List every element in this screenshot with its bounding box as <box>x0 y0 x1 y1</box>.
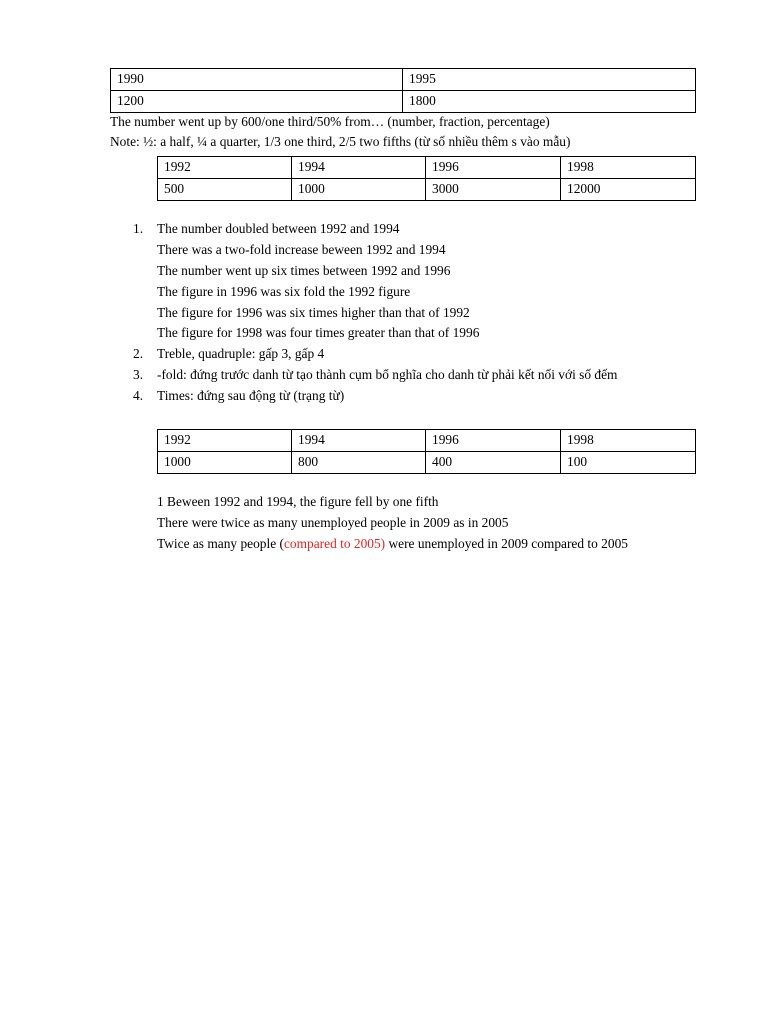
list-subline: The figure in 1996 was six fold the 1992 figure <box>157 284 411 299</box>
table-cell: 1990 <box>111 69 403 91</box>
table-cell: 100 <box>561 452 696 474</box>
highlighted-text: compared to 2005) <box>283 536 386 551</box>
decrease-line-2: There were twice as many unemployed people in 2009 as in 2005 <box>157 515 509 530</box>
note-line: Note: ½: a half, ¼ a quarter, 1/3 one third, 2/5 two fifths (từ số nhiều thêm s vào mẫu) <box>110 134 571 149</box>
table-cell: 1994 <box>292 430 426 452</box>
table-cell: 3000 <box>426 179 561 201</box>
table-1990-1995 <box>110 68 696 113</box>
list-item <box>133 346 324 362</box>
increase-line: The number went up by 600/one third/50% from… (number, fraction, percentage) <box>110 114 550 129</box>
table-cell: 1800 <box>403 91 696 113</box>
list-subline: The figure for 1996 was six times higher than that of 1992 <box>157 305 470 320</box>
list-number: 1. <box>133 221 144 236</box>
table-cell: 800 <box>292 452 426 474</box>
table-row <box>158 452 696 474</box>
table-cell: 400 <box>426 452 561 474</box>
table-cell: 1998 <box>561 430 696 452</box>
table-row <box>111 91 696 113</box>
list-item <box>133 221 399 237</box>
table-1992-1998-increase <box>157 156 696 201</box>
list-number: 4. <box>133 388 144 403</box>
decrease-line-1: 1 Beween 1992 and 1994, the figure fell by one fifth <box>157 494 439 509</box>
table-row <box>158 179 696 201</box>
table-cell: 1992 <box>158 157 292 179</box>
list-number: 2. <box>133 346 144 361</box>
table-cell: 1200 <box>111 91 403 113</box>
table-cell: 1994 <box>292 157 426 179</box>
list-item <box>133 367 617 383</box>
list-subline: The number went up six times between 1992 and 1996 <box>157 263 451 278</box>
table-row <box>111 69 696 91</box>
table-1992-1998-decrease <box>157 429 696 474</box>
table-cell: 12000 <box>561 179 696 201</box>
table-cell: 500 <box>158 179 292 201</box>
table-cell: 1000 <box>292 179 426 201</box>
list-subline: The figure for 1998 was four times greater than that of 1996 <box>157 325 480 340</box>
table-row <box>158 430 696 452</box>
list-item <box>133 388 344 404</box>
table-cell: 1995 <box>403 69 696 91</box>
decrease-line-3-start: Twice as many people ( <box>157 536 284 551</box>
table-row <box>158 157 696 179</box>
table-cell: 1000 <box>158 452 292 474</box>
table-cell: 1996 <box>426 157 561 179</box>
decrease-line-3 <box>157 536 628 552</box>
table-cell: 1998 <box>561 157 696 179</box>
list-subline: There was a two-fold increase beween 1992 and 1994 <box>157 242 446 257</box>
list-text: Times: đứng sau động từ (trạng từ) <box>157 388 345 403</box>
table-cell: 1996 <box>426 430 561 452</box>
table-cell: 1992 <box>158 430 292 452</box>
list-text: The number doubled between 1992 and 1994 <box>157 221 400 236</box>
decrease-line-3-end: were unemployed in 2009 compared to 2005 <box>385 536 628 551</box>
list-text: Treble, quadruple: gấp 3, gấp 4 <box>157 346 325 361</box>
list-text: -fold: đứng trước danh từ tạo thành cụm bổ nghĩa cho danh từ phải kết nối với số đếm <box>157 367 618 382</box>
list-number: 3. <box>133 367 144 382</box>
